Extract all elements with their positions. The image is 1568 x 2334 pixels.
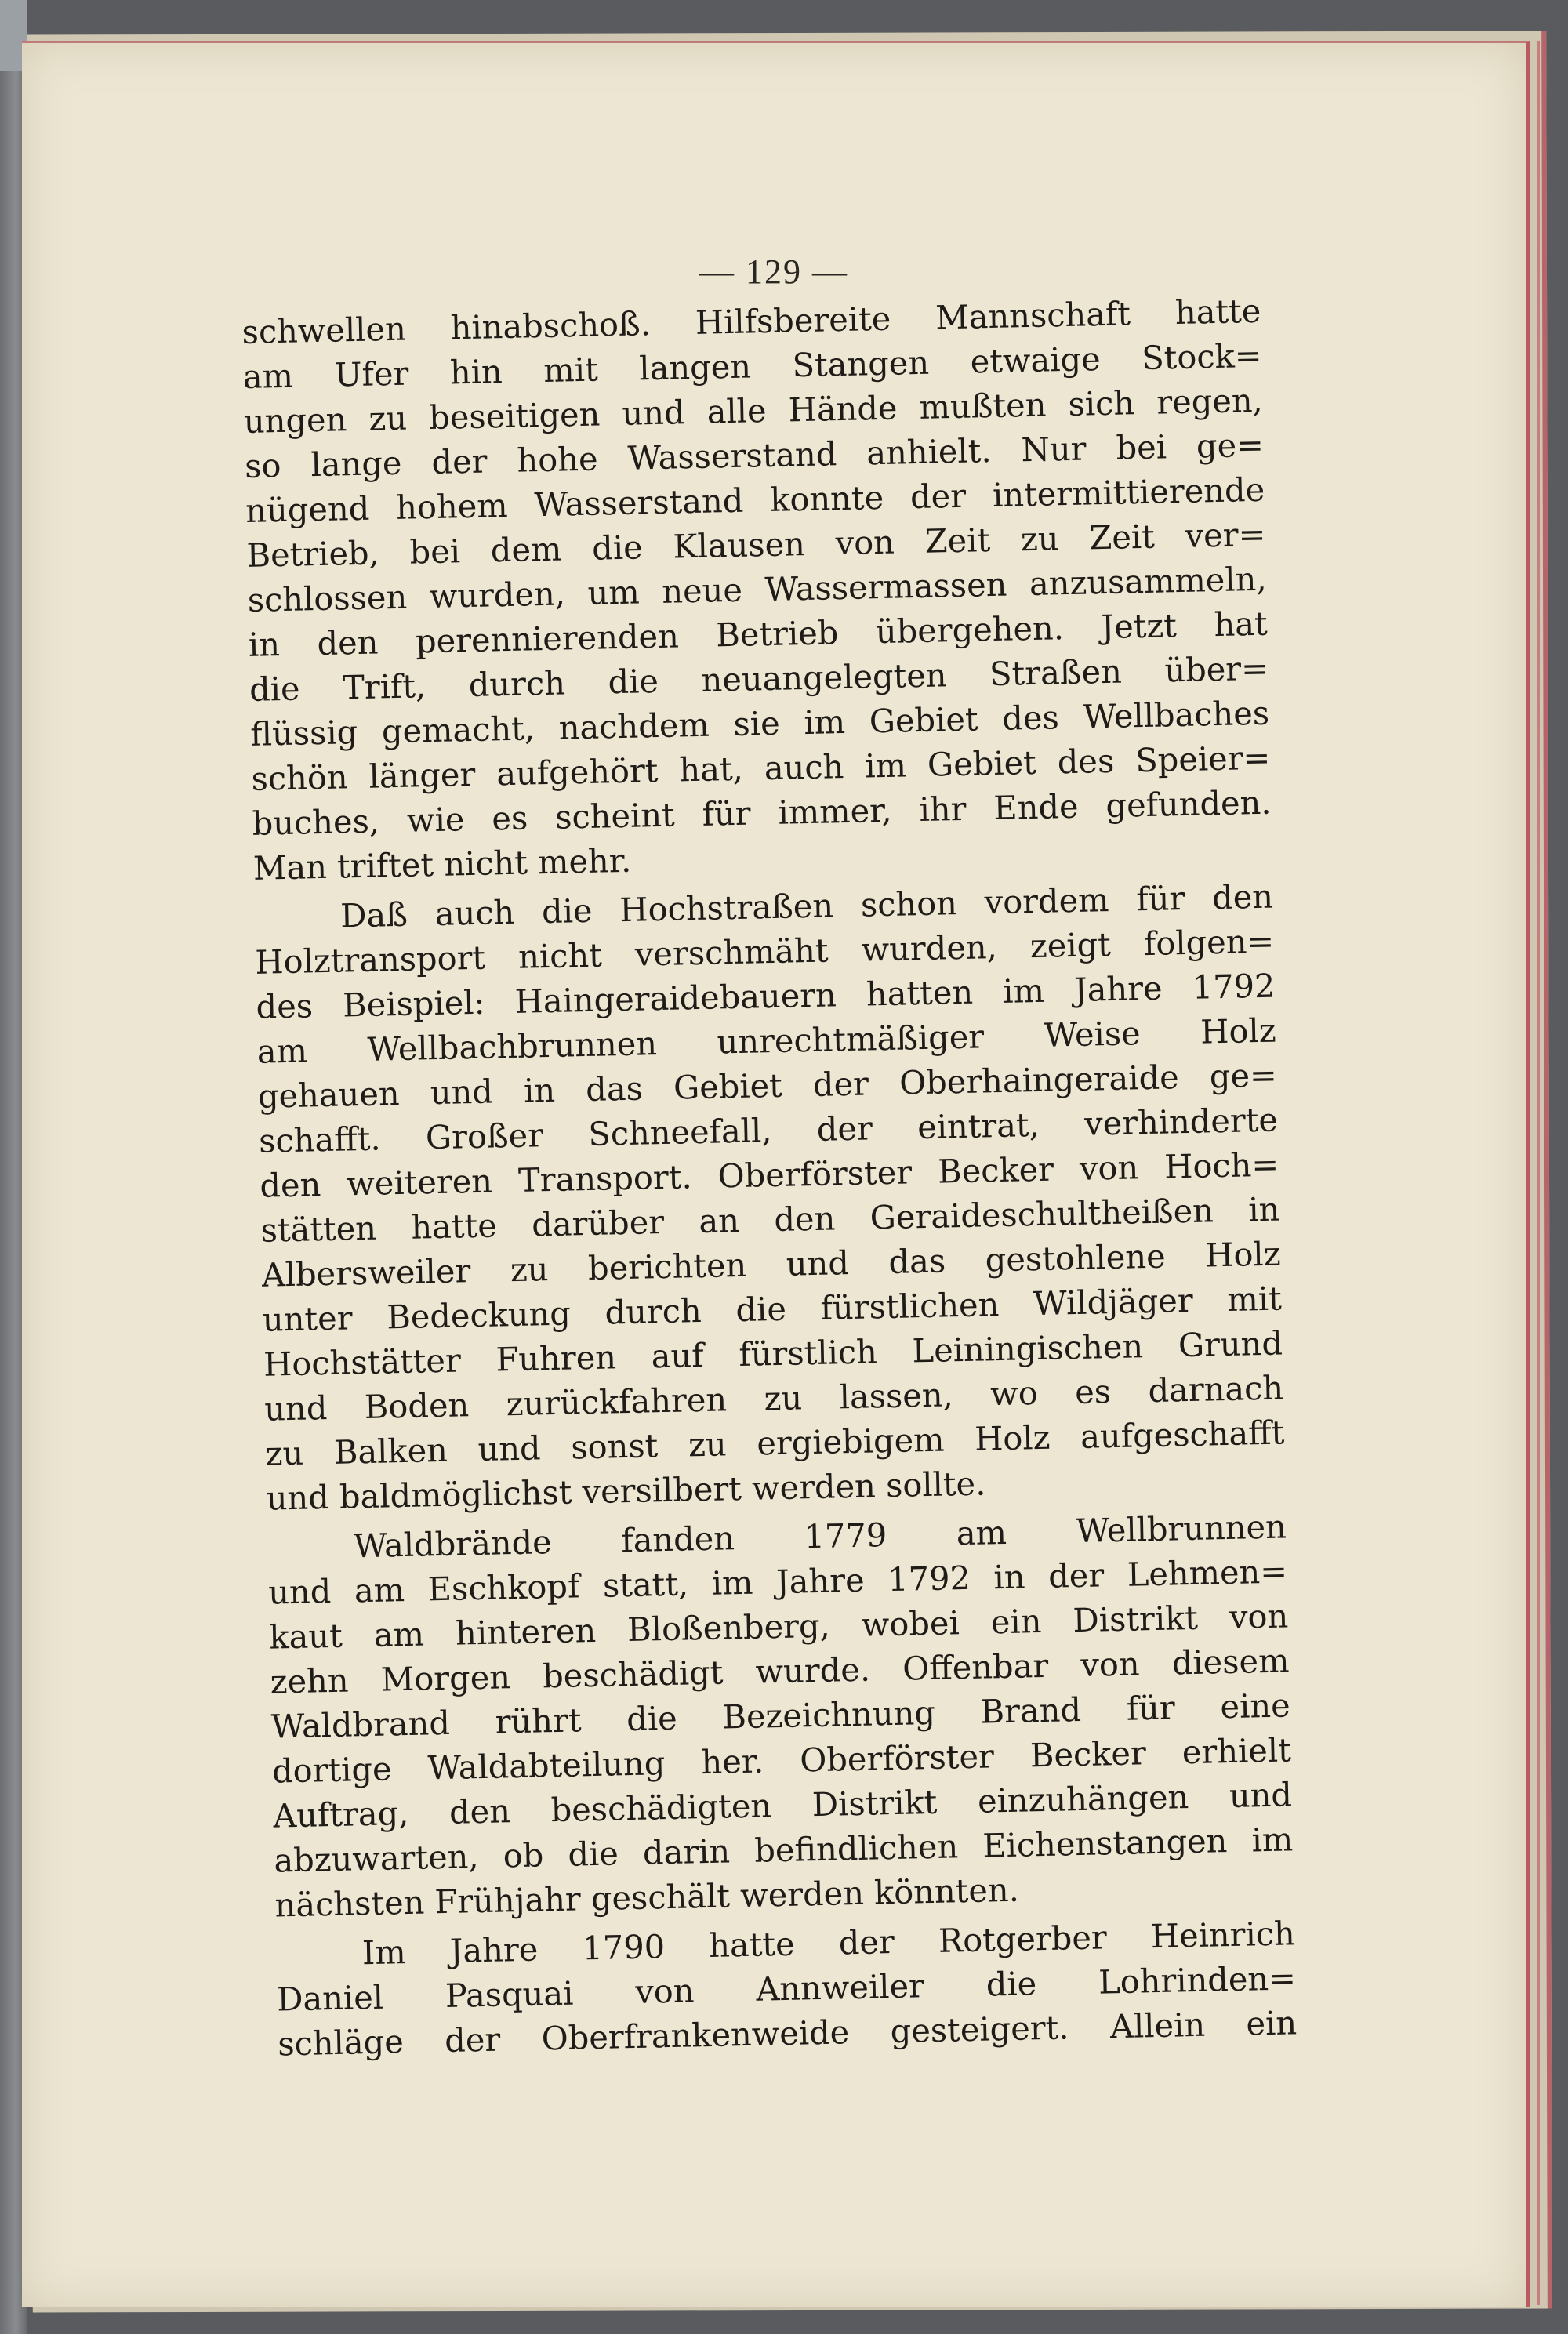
text-line: und baldmöglichst versilbert werden sollte. [266, 1464, 986, 1518]
paragraph [275, 1911, 1297, 2066]
text-line: die Trift, durch die neuangelegten Straßen über= [249, 648, 1269, 709]
text-line: und Boden zurückfahren zu lassen, wo es darnach [263, 1368, 1284, 1428]
text-line: und am Eschkopf statt, im Jahre 1792 in der Lehmen= [267, 1552, 1288, 1612]
text-line: gehauen und in das Gebiet der Oberhaingeraide ge= [257, 1055, 1278, 1116]
page-number: — 129 — [699, 252, 848, 291]
text-line: Im Jahre 1790 hatte der Rotgerber Heinrich [361, 1914, 1296, 1973]
text-line: Daß auch die Hochstraßen schon vordem für den [339, 877, 1274, 935]
text-line: Auftrag, den beschädigten Distrikt einzuhängen und [272, 1775, 1293, 1835]
text-line: kaut am hinteren Bloßenberg, wobei ein Distrikt von [268, 1596, 1289, 1657]
text-line: zehn Morgen beschädigt wurde. Offenbar von diesem [270, 1641, 1290, 1701]
paragraph [241, 289, 1272, 891]
text-line: schön länger aufgehört hat, auch im Gebiet des Speier= [251, 738, 1271, 798]
text-line: Waldbrand rührt die Bezeichnung Brand für eine [270, 1686, 1291, 1746]
text-line: den weiteren Transport. Oberförster Becker von Hoch= [259, 1145, 1279, 1205]
text-line: abzuwarten, ob die darin befindlichen Eichenstangen im [273, 1820, 1294, 1880]
text-line: unter Bedeckung durch die fürstlichen Wildjäger mit [262, 1279, 1283, 1339]
text-line: Man triftet nicht mehr. [252, 840, 632, 888]
body-text [241, 289, 1301, 2223]
red-page-edge [1537, 41, 1540, 2305]
text-line: flüssig gemacht, nachdem sie im Gebiet des Wellbaches [249, 693, 1270, 753]
text-line: dortige Waldabteilung her. Oberförster Becker erhielt [271, 1730, 1292, 1791]
text-line: nügend hohem Wasserstand konnte der intermittierende [245, 470, 1265, 530]
text-line: Albersweiler zu berichten und das gestohlene Holz [261, 1234, 1282, 1294]
text-line: am Ufer hin mit langen Stangen etwaige Stock= [242, 336, 1263, 396]
paragraph [267, 1504, 1294, 1927]
text-line: schläge der Oberfrankenweide gesteigert. Allein ein [277, 2003, 1298, 2064]
text-line: Betrieb, bei dem die Klausen von Zeit zu Zeit ver= [246, 514, 1266, 575]
paragraph [254, 874, 1286, 1521]
text-line: ungen zu beseitigen und alle Hände mußten sich regen, [243, 380, 1264, 441]
text-line: nächsten Frühjahr geschält werden könnten. [274, 1870, 1020, 1925]
text-line: buches, wie es scheint für immer, ihr Ende gefunden. [252, 782, 1272, 843]
text-line: in den perennierenden Betrieb übergehen. Jetzt hat [248, 604, 1269, 664]
text-line: Daniel Pasquai von Annweiler die Lohrinden= [276, 1958, 1297, 2019]
text-line: Holztransport nicht verschmäht wurden, zeigt folgen= [254, 921, 1275, 982]
text-line: schafft. Großer Schneefall, der eintrat, verhinderte [258, 1100, 1279, 1160]
text-line: am Wellbachbrunnen unrechtmäßiger Weise Holz [256, 1011, 1277, 1071]
text-line: Waldbrände fanden 1779 am Wellbrunnen [353, 1507, 1287, 1566]
text-line: Hochstätter Fuhren auf fürstlich Leiningischen Grund [263, 1323, 1283, 1384]
text-line: des Beispiel: Haingeraidebauern hatten im Jahre 1792 [256, 966, 1276, 1026]
book-page [22, 41, 1530, 2307]
text-line: stätten hatte darüber an den Geraideschultheißen in [260, 1189, 1280, 1250]
text-line: schwellen hinabschoß. Hilfsbereite Mannschaft hatte [241, 291, 1261, 351]
text-line: schlossen wurden, um neue Wassermassen anzusammeln, [247, 559, 1267, 619]
text-line: zu Balken und sonst zu ergiebigem Holz aufgeschafft [265, 1413, 1285, 1473]
text-line: so lange der hohe Wasserstand anhielt. Nur bei ge= [244, 425, 1265, 485]
